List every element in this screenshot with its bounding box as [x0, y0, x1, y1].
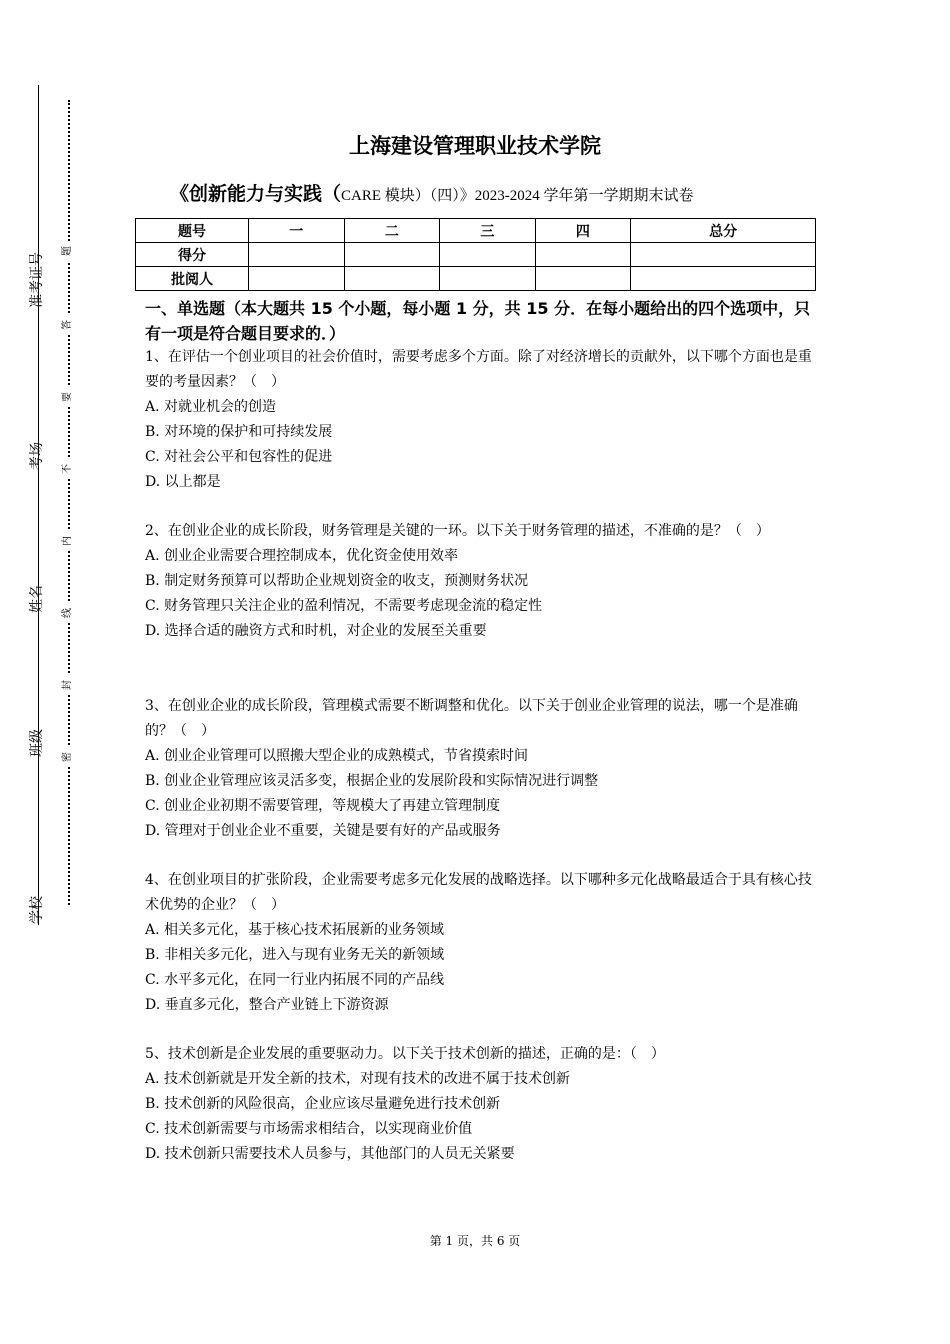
- score-cell[interactable]: [249, 243, 345, 267]
- question-option[interactable]: A. 技术创新就是开发全新的技术，对现有技术的改进不属于技术创新: [145, 1071, 571, 1087]
- reviewer-row-label: 批阅人: [136, 267, 249, 291]
- question-stem: 4、在创业项目的扩张阶段，企业需要考虑多元化发展的战略选择。以下哪种多元化战略最适合于具有核心技术优势的企业？（ ）: [145, 872, 812, 913]
- exam-title: [170, 179, 694, 206]
- side-label-name: 姓名: [29, 585, 45, 613]
- score-cell[interactable]: [535, 243, 631, 267]
- reviewer-cell[interactable]: [440, 267, 536, 291]
- question-option[interactable]: A. 对就业机会的创造: [145, 399, 277, 415]
- score-cell[interactable]: [440, 243, 536, 267]
- question-option[interactable]: D. 选择合适的融资方式和时机，对企业的发展至关重要: [145, 623, 487, 639]
- score-header-cell: 总分: [631, 219, 816, 243]
- seal-char: 内: [61, 531, 75, 551]
- question-option[interactable]: B. 对环境的保护和可持续发展: [145, 424, 333, 440]
- score-cell[interactable]: [631, 243, 816, 267]
- side-label-exam-number: 准考证号: [29, 252, 45, 308]
- side-label-school: 学校: [29, 896, 45, 924]
- question-option[interactable]: B. 创业企业管理应该灵活多变，根据企业的发展阶段和实际情况进行调整: [145, 773, 599, 789]
- score-table-header-row: [136, 219, 816, 243]
- reviewer-cell[interactable]: [631, 267, 816, 291]
- question-stem: 2、在创业企业的成长阶段，财务管理是关键的一环。以下关于财务管理的描述，不准确的是？（ ）: [145, 523, 770, 539]
- school-title: 上海建设管理职业技术学院: [349, 134, 601, 158]
- page-number: 第 1 页，共 6 页: [429, 1234, 521, 1248]
- seal-char: 不: [61, 459, 75, 479]
- question-option[interactable]: B. 非相关多元化，进入与现有业务无关的新领域: [145, 947, 445, 963]
- score-header-cell: 题号: [136, 219, 249, 243]
- question-option[interactable]: B. 制定财务预算可以帮助企业规划资金的收支，预测财务状况: [145, 573, 529, 589]
- binding-solid-line: [38, 85, 39, 925]
- question-stem: 1、在评估一个创业项目的社会价值时，需要考虑多个方面。除了对经济增长的贡献外，以下哪个方面也是重要的考量因素？（ ）: [145, 349, 812, 390]
- question-option[interactable]: B. 技术创新的风险很高，企业应该尽量避免进行技术创新: [145, 1096, 501, 1112]
- score-header-cell: 四: [535, 219, 631, 243]
- question-stem: 3、在创业企业的成长阶段，管理模式需要不断调整和优化。以下关于创业企业管理的说法，哪一个是准确的？（ ）: [145, 698, 798, 739]
- score-cell[interactable]: [344, 243, 440, 267]
- question-2: [145, 519, 820, 644]
- question-stem: 5、技术创新是企业发展的重要驱动力。以下关于技术创新的描述，正确的是：（ ）: [145, 1046, 665, 1062]
- seal-char: 密: [61, 747, 75, 767]
- question-option[interactable]: C. 技术创新需要与市场需求相结合，以实现商业价值: [145, 1121, 473, 1137]
- reviewer-row: [136, 267, 816, 291]
- question-5: [145, 1042, 820, 1167]
- question-option[interactable]: C. 水平多元化，在同一行业内拓展不同的产品线: [145, 972, 445, 988]
- seal-char: 答: [61, 315, 75, 335]
- score-row-label: 得分: [136, 243, 249, 267]
- exam-title-term: CARE 模块）（四）》2023-2024 学年第一学期期末试卷: [341, 188, 694, 204]
- reviewer-cell[interactable]: [344, 267, 440, 291]
- binding-dotted-line: [68, 100, 70, 905]
- reviewer-cell[interactable]: [249, 267, 345, 291]
- section-heading: 一、单选题（本大题共 15 个小题，每小题 1 分，共 15 分．在每小题给出的四个选项中，只有一项是符合题目要求的．）: [145, 299, 811, 343]
- question-option[interactable]: A. 创业企业需要合理控制成本，优化资金使用效率: [145, 548, 459, 564]
- exam-title-course: 《创新能力与实践（: [170, 183, 342, 205]
- question-option[interactable]: D. 技术创新只需要技术人员参与，其他部门的人员无关紧要: [145, 1146, 515, 1162]
- question-1: [145, 345, 820, 495]
- seal-char: 要: [61, 387, 75, 407]
- reviewer-cell[interactable]: [535, 267, 631, 291]
- score-header-cell: 一: [249, 219, 345, 243]
- score-row: [136, 243, 816, 267]
- seal-char: 线: [61, 603, 75, 623]
- score-table: [135, 218, 816, 291]
- side-label-exam-room: 考场: [29, 442, 45, 470]
- question-option[interactable]: D. 垂直多元化，整合产业链上下游资源: [145, 997, 389, 1013]
- question-option[interactable]: A. 相关多元化，基于核心技术拓展新的业务领域: [145, 922, 445, 938]
- seal-char: 题: [61, 241, 75, 261]
- score-header-cell: 二: [344, 219, 440, 243]
- question-option[interactable]: C. 财务管理只关注企业的盈利情况，不需要考虑现金流的稳定性: [145, 598, 543, 614]
- score-header-cell: 三: [440, 219, 536, 243]
- seal-char: 封: [61, 675, 75, 695]
- side-label-class: 班级: [29, 729, 45, 757]
- question-4: [145, 868, 820, 1018]
- question-option[interactable]: C. 对社会公平和包容性的促进: [145, 449, 333, 465]
- question-3: [145, 694, 820, 844]
- question-option[interactable]: D. 以上都是: [145, 474, 221, 490]
- question-option[interactable]: A. 创业企业管理可以照搬大型企业的成熟模式，节省摸索时间: [145, 748, 529, 764]
- question-option[interactable]: C. 创业企业初期不需要管理，等规模大了再建立管理制度: [145, 798, 501, 814]
- question-option[interactable]: D. 管理对于创业企业不重要，关键是要有好的产品或服务: [145, 823, 501, 839]
